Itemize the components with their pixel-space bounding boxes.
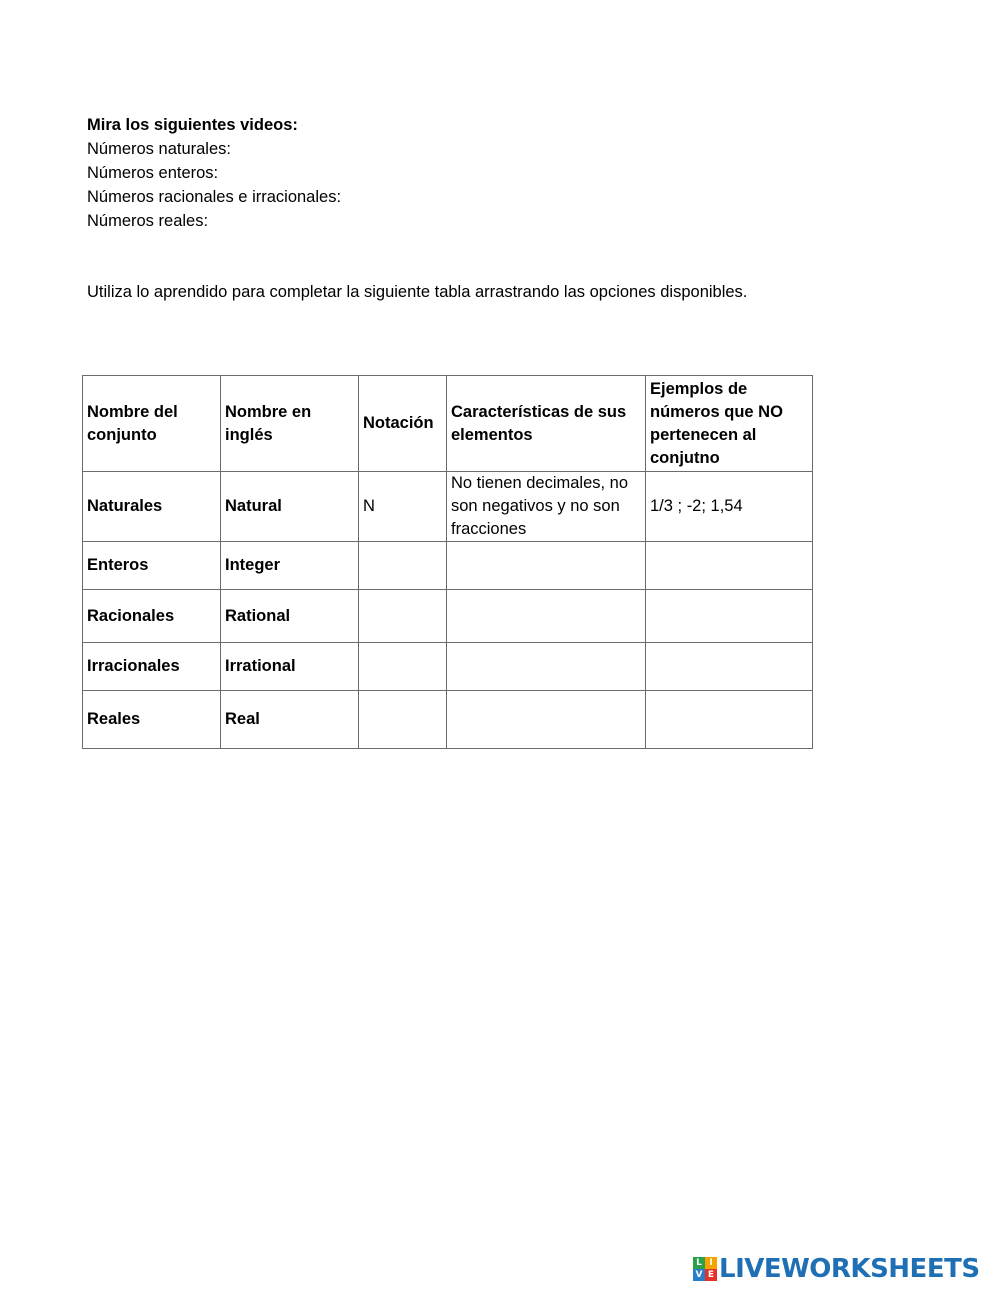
live-block-v: V [693, 1269, 705, 1281]
characteristics-drop-slot[interactable] [447, 643, 646, 691]
table-row [83, 542, 813, 590]
english-name-cell: Real [221, 691, 359, 749]
live-blocks-icon [693, 1257, 717, 1281]
english-name-cell: Rational [221, 590, 359, 643]
table-row [83, 590, 813, 643]
english-name-cell: Irrational [221, 643, 359, 691]
examples-drop-slot[interactable] [646, 643, 813, 691]
table-header-row [83, 376, 813, 472]
notation-drop-slot[interactable] [359, 542, 447, 590]
characteristics-drop-slot[interactable] [447, 542, 646, 590]
intro-heading: Mira los siguientes videos: [87, 116, 298, 134]
set-name-cell: Racionales [83, 590, 221, 643]
header-english-name: Nombre en inglés [221, 376, 359, 472]
characteristics-drop-slot[interactable] [447, 691, 646, 749]
live-block-l: L [693, 1257, 705, 1269]
set-name-cell: Reales [83, 691, 221, 749]
examples-drop-slot[interactable] [646, 590, 813, 643]
set-name-cell: Naturales [83, 472, 221, 542]
intro-section [87, 113, 907, 233]
characteristics-drop-slot[interactable]: No tienen decimales, no son negativos y no son fracciones [447, 472, 646, 542]
table-row [83, 472, 813, 542]
video-label-naturales: Números naturales: [87, 140, 231, 158]
english-name-cell: Natural [221, 472, 359, 542]
english-name-cell: Integer [221, 542, 359, 590]
instruction-text: Utiliza lo aprendido para completar la siguiente tabla arrastrando las opciones disponibles. [87, 283, 748, 301]
examples-drop-slot[interactable] [646, 542, 813, 590]
header-notation: Notación [359, 376, 447, 472]
header-set-name: Nombre del conjunto [83, 376, 221, 472]
notation-drop-slot[interactable]: N [359, 472, 447, 542]
live-block-i: I [705, 1257, 717, 1269]
video-label-reales: Números reales: [87, 212, 209, 230]
liveworksheets-logo [693, 1254, 980, 1284]
header-characteristics: Características de sus elementos [447, 376, 646, 472]
number-sets-table [82, 375, 813, 749]
examples-drop-slot[interactable] [646, 691, 813, 749]
table-row [83, 691, 813, 749]
brand-wordmark: LIVEWORKSHEETS [719, 1254, 980, 1284]
header-non-examples: Ejemplos de números que NO pertenecen al conjutno [646, 376, 813, 472]
set-name-cell: Enteros [83, 542, 221, 590]
characteristics-drop-slot[interactable] [447, 590, 646, 643]
live-block-e: E [705, 1269, 717, 1281]
examples-drop-slot[interactable]: 1/3 ; -2; 1,54 [646, 472, 813, 542]
notation-drop-slot[interactable] [359, 691, 447, 749]
video-label-enteros: Números enteros: [87, 164, 219, 182]
notation-drop-slot[interactable] [359, 643, 447, 691]
set-name-cell: Irracionales [83, 643, 221, 691]
table-row [83, 643, 813, 691]
notation-drop-slot[interactable] [359, 590, 447, 643]
video-label-racionales-irracionales: Números racionales e irracionales: [87, 188, 342, 206]
